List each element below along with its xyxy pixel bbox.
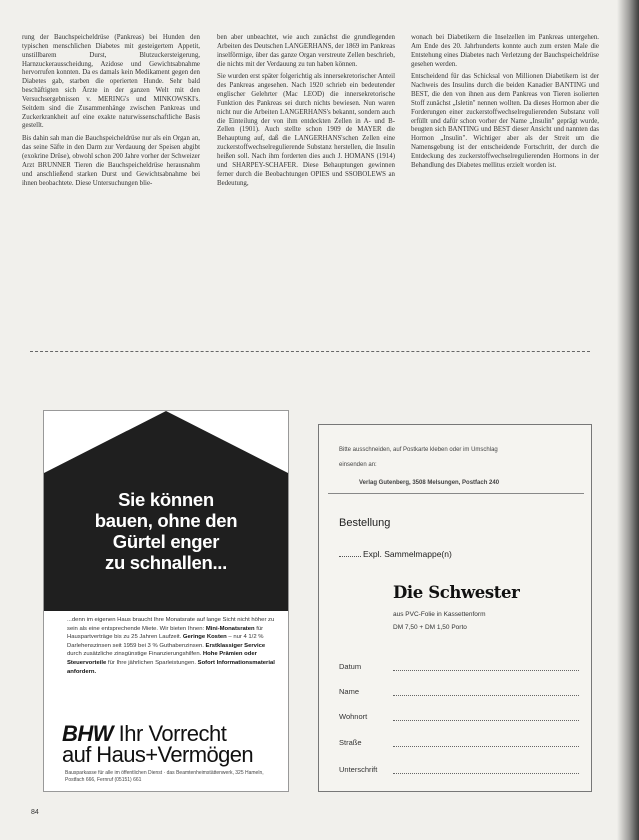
- product-price: DM 7,50 + DM 1,50 Porto: [393, 624, 467, 631]
- fill-line[interactable]: [393, 670, 579, 671]
- paragraph: ben aber unbeachtet, wie auch zunächst die grundlegenden Arbeiten des Deutschen LANGERHANS, der 1869 im Pankreas inselförmige, über das ganze Organ verstreute Zellen beschrieb, die nichts mit der Verdauung zu tun haben können.: [217, 34, 395, 68]
- fill-line[interactable]: [393, 695, 579, 696]
- bhw-slogan: [62, 723, 282, 765]
- quantity-field[interactable]: [339, 556, 361, 557]
- street-field[interactable]: [339, 738, 579, 750]
- binding-shadow: [617, 0, 639, 840]
- text-column-3: [411, 34, 599, 175]
- ad-headline: [44, 489, 288, 573]
- field-label: Datum: [339, 662, 362, 671]
- separator-line: [30, 351, 590, 352]
- text-column-2: [217, 34, 395, 192]
- ad-text: für Hauspartverträge bis zu 25 Jahren Laufzeit.: [67, 625, 264, 641]
- text-column-1: [22, 34, 200, 192]
- headline-line: bauen, ohne den: [94, 510, 238, 531]
- ad-highlight: Hohe Prämien oder Steuervorteile: [67, 651, 257, 666]
- field-label: Wohnort: [339, 712, 368, 721]
- ad-text: – nur 4 1/2 % Darlehenszinsen seit 1959 bei 3 % Guthabenzinsen.: [67, 634, 264, 649]
- paragraph: rung der Bauchspeicheldrüse (Pankreas) bei Hunden den typischen menschlichen Diabetes mit gesteigertem Appetit, unstillbarem Durst, Blutzuckersteigerung, Harnzuckerausscheidung, Azidose und Gewichtsabnahme hervorrufen konnten. Da es damals kein Medikament gegen den Diabetes gab, starben die operierten Hunde. Sehr bald beschäftigten sich Ärzte in der ganzen Welt mit den Versuchsergebnissen v. MERING's und MINKOWSKI's. Seitdem sind die Zusammenhänge zwischen Pankreas und Zuckerkrankheit auf eine exakte naturwissenschaftliche Basis gestellt.: [22, 34, 200, 130]
- field-label: Name: [339, 687, 360, 696]
- magazine-title: Die Schwester: [393, 583, 520, 602]
- ad-highlight: Sofort Informationsmaterial anfordern.: [67, 659, 275, 675]
- ad-text: für Ihre jährlichen Sparleistungen.: [106, 659, 198, 666]
- coupon-instruction: einsenden an:: [339, 462, 377, 468]
- order-item: Expl. Sammelmappe(n): [363, 549, 452, 559]
- headline-line: Sie können: [118, 489, 214, 510]
- paragraph: Sie wurden erst später folgerichtig als innersekretorischer Anteil des Pankreas angesehen. Nach 1920 schrieb ein bedeutender englischer Gelehrter (Mac LEOD) die innersekretorische Funktion des Pankreas sei durch nichts bewiesen. Nun waren nicht nur die Arbeiten LANGERHANS's bekannt, sondern auch die Einteilung der von ihm entdeckten Zellen in A- und B-Zellen (1901). Auch stellte schon 1909 de MAYER die Behauptung auf, daß die LANGERHANS'schen Zellen eine zuckerstoffwechselregulierende Substanz herstellen, die Insulin heißen soll. Nach ihm forderten dies auch J. HOMANS (1914) und SHARPEY-SCHAFER. Diese Behauptungen gewinnen ferner durch die Beobachtungen OPIES und SSOBOLEWS an Bedeutung,: [217, 73, 395, 187]
- slogan-line: auf Haus+Vermögen: [62, 742, 253, 767]
- bhw-logo: BHW: [62, 721, 114, 746]
- ad-highlight: Erstklassiger Service: [205, 642, 266, 649]
- headline-line: zu schnallen...: [105, 552, 227, 573]
- fill-line[interactable]: [393, 746, 579, 747]
- coupon-instruction: Bitte ausschneiden, auf Postkarte kleben oder im Umschlag: [339, 447, 498, 453]
- field-label: Straße: [339, 738, 362, 747]
- name-field[interactable]: [339, 687, 579, 699]
- order-line: [339, 549, 452, 559]
- city-field[interactable]: [339, 712, 579, 724]
- ad-body-text: [67, 616, 277, 676]
- ad-highlight: Geringe Kosten: [182, 634, 227, 641]
- page-number: 84: [31, 809, 39, 816]
- paragraph: Entscheidend für das Schicksal von Millionen Diabetikern ist der Nachweis des Insulins durch die beiden Kanadier BANTING und BEST, die den von ihnen aus dem Pankreas von Tieren isolierten Stoff zunächst „Isletin" nennen wollten. Da dieses Hormon aber die Forderungen einer zuckerstoffwechselregulierenden Substanz voll erfüllt und dafür schon vorher der Name „Insulin" geprägt wurde, beugten sich BANTING und BEST dieser Ansicht und nannten das Hormon „Insulin". Wichtiger aber als der Streit um die Namensgebung ist der entscheidende Fortschritt, der durch die Entdeckung des zuckerstoffwechselregulierenden Hormons in der Behandlung des Diabetes mellitus erzielt worden ist.: [411, 73, 599, 169]
- ad-footer: Bausparkasse für alle im öffentlichen Dienst · das Beamtenheimstättenwerk, 325 Hameln, Postfach 666, Fernruf (05151) 661: [65, 770, 264, 783]
- divider: [328, 493, 584, 494]
- order-coupon: [318, 424, 592, 792]
- paragraph: Bis dahin sah man die Bauchspeicheldrüse nur als ein Organ an, das seine Säfte in den Darm zur Verdauung der Speisen abgibt (exokrine Drüse), obwohl schon 200 Jahre vorher der Schweizer Arzt BRUNNER Tieren die Bauchspeicheldrüse herausnahm und anschließend starken Durst und Gewichtsabnahme bei ihnen beobachtete. Diese Untersuchungen blie-: [22, 135, 200, 187]
- publisher-address: Verlag Gutenberg, 3508 Melsungen, Postfach 240: [359, 480, 500, 486]
- ad-text: durch zusätzliche zinsgünstige Finanzierungshilfen.: [67, 651, 203, 658]
- bhw-advertisement: [43, 410, 289, 792]
- signature-field[interactable]: [339, 765, 579, 777]
- paragraph: wonach bei Diabetikern die Inselzellen im Pankreas untergehen. Am Ende des 20. Jahrhunderts konnte auch zum ersten Male die Entstehung eines Diabetes nach Verletzung der Bauchspeicheldrüse gesehen werden.: [411, 34, 599, 68]
- field-label: Unterschrift: [339, 765, 378, 774]
- slogan-line: Ihr Vorrecht: [113, 721, 227, 746]
- date-field[interactable]: [339, 662, 579, 674]
- ad-text: ...denn im eigenen Haus braucht Ihre Monatsrate auf lange Sicht nicht höher zu sein als eine entsprechende Miete. Wir bieten Ihnen:: [67, 617, 275, 632]
- fill-line[interactable]: [393, 773, 579, 774]
- ad-highlight: Mini-Monatsraten: [205, 625, 255, 632]
- order-title: Bestellung: [339, 517, 391, 529]
- product-material: aus PVC-Folie in Kassettenform: [393, 611, 486, 618]
- headline-line: Gürtel enger: [112, 531, 220, 552]
- fill-line[interactable]: [393, 720, 579, 721]
